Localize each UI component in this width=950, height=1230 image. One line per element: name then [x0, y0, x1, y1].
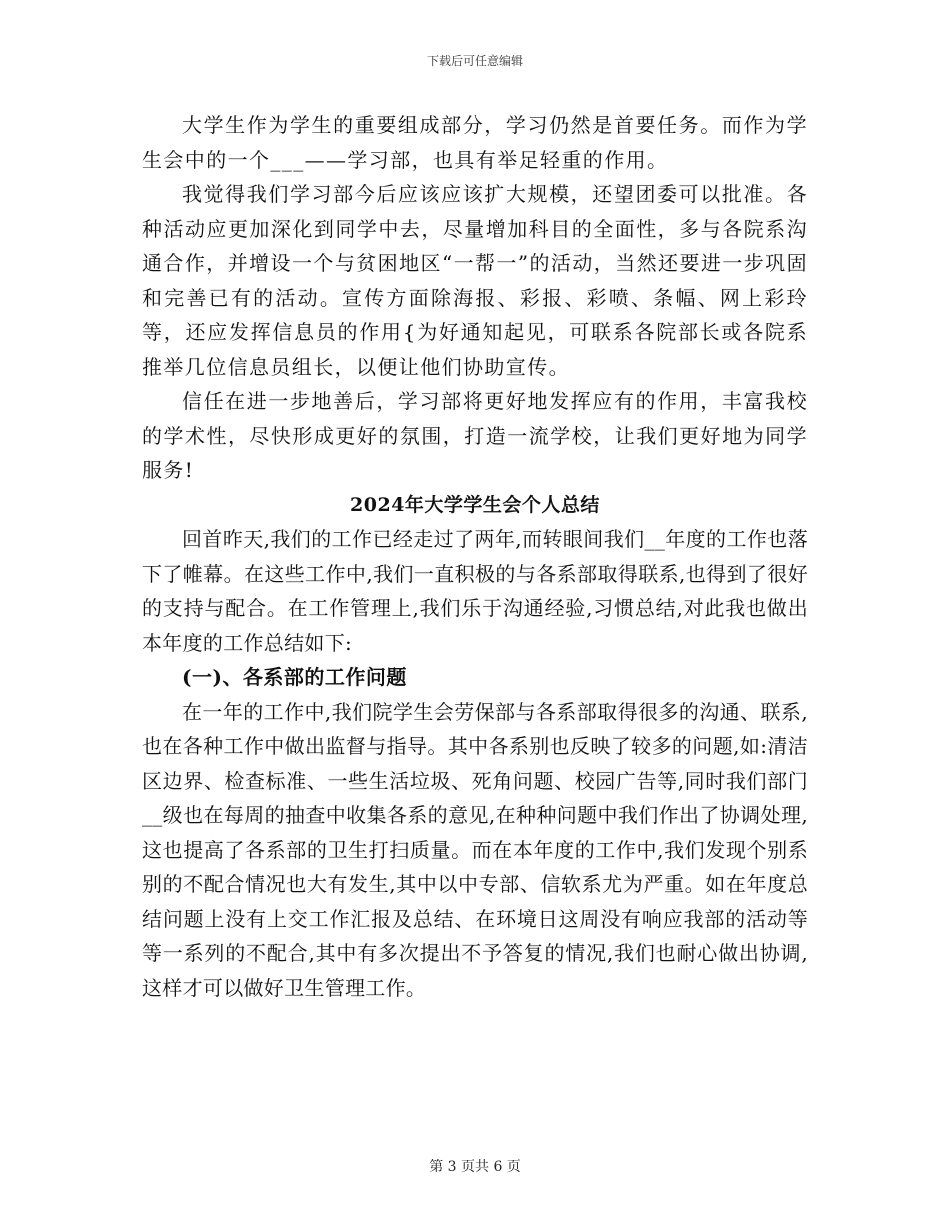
section-title: 2024年大学学生会个人总结 [350, 493, 600, 516]
paragraph-3: 信任在进一步地善后，学习部将更好地发挥应有的作用，丰富我校的学术性，尽快形成更好的氛围，打造一流学校，让我们更好地为同学服务! [142, 389, 808, 482]
document-body [142, 108, 808, 1005]
intro-paragraph: 回首昨天,我们的工作已经走过了两年,而转眼间我们__年度的工作也落下了帷幕。在这些工作中,我们一直积极的与各系部取得联系,也得到了很好的支持与配合。在工作管理上,我们乐于沟通经验,习惯总结,对此我也做出本年度的工作总结如下: [142, 527, 808, 655]
paragraph-2: 我觉得我们学习部今后应该应该扩大规模，还望团委可以批准。各种活动应更加深化到同学中去，尽量增加科目的全面性，多与各院系沟通合作，并增设一个与贫困地区“一帮一”的活动，当然还要进一步巩固和完善已有的活动。宣传方面除海报、彩报、彩喷、条幅、网上彩玲等，还应发挥信息员的作用{为好通知起见，可联系各院部长或各院系推举几位信息员组长，以便让他们协助宣传。 [142, 182, 808, 379]
subheading: (一)、各系部的工作问题 [182, 665, 407, 689]
body-paragraph: 在一年的工作中,我们院学生会劳保部与各系部取得很多的沟通、联系,也在各种工作中做出监督与指导。其中各系别也反映了较多的问题,如:清洁区边界、检查标准、一些生活垃圾、死角问题、校园广告等,同时我们部门__级也在每周的抽查中收集各系的意见,在种种问题中我们作出了协调处理,这也提高了各系部的卫生打扫质量。而在本年度的工作中,我们发现个别系别的不配合情况也大有发生,其中以中专部、信软系尤为严重。如在年度总结问题上没有上交工作汇报及总结、在环境日这周没有响应我部的活动等等一系列的不配合,其中有多次提出不予答复的情况,我们也耐心做出协调,这样才可以做好卫生管理工作。 [142, 699, 808, 1000]
paragraph-1: 大学生作为学生的重要组成部分，学习仍然是首要任务。而作为学生会中的一个___——学习部，也具有举足轻重的作用。 [142, 113, 808, 172]
page-footer: 第 3 页共 6 页 [429, 1159, 521, 1175]
page-header: 下载后可任意编辑 [426, 54, 523, 68]
